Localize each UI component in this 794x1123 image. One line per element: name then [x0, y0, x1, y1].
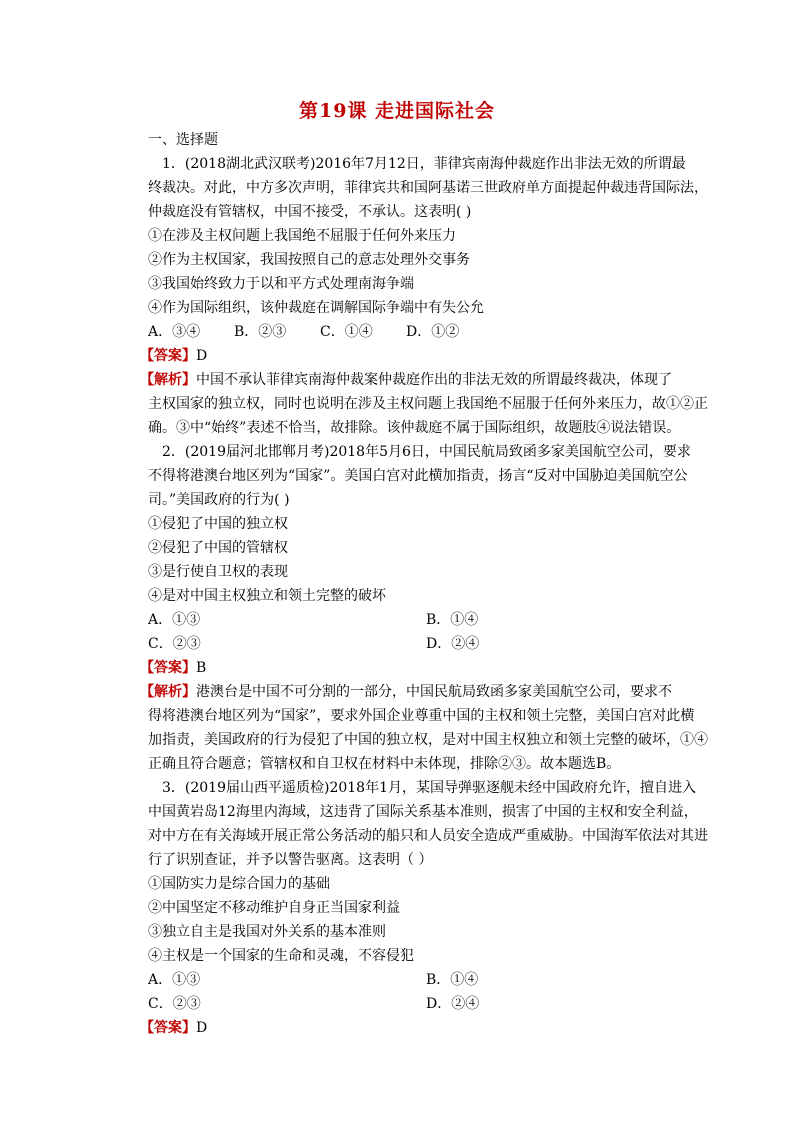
- q1-stem-line: 仲裁庭没有管辖权，中国不接受，不承认。这表明( ): [148, 204, 472, 220]
- q2-analysis-line: [140, 682, 672, 702]
- analysis-tag: 【解析】: [140, 684, 196, 700]
- q1-option-b: B．②③: [234, 324, 287, 340]
- q2-options-row: [148, 610, 648, 630]
- q1-answer: [140, 346, 207, 366]
- q1-item: ②作为主权国家，我国按照自己的意志处理外交事务: [148, 252, 470, 268]
- q2-item: ②侵犯了中国的管辖权: [148, 540, 288, 556]
- q2-answer: [140, 658, 206, 678]
- q3-item: ②中国坚定不移动维护自身正当国家利益: [148, 900, 400, 916]
- q1-option-c: C．①④: [320, 324, 373, 340]
- q1-option-a: A．③④: [148, 324, 201, 340]
- analysis-tag: 【解析】: [140, 372, 196, 388]
- q2-stem-line: 司。”美国政府的行为( ): [148, 492, 290, 508]
- q3-stem-line: 对中方在有关海域开展正常公务活动的船只和人员安全造成严重威胁。中国海军依法对其进: [148, 828, 708, 844]
- q3-option-c: C．②③: [148, 996, 201, 1012]
- q1-analysis-text: 中国不承认菲律宾南海仲裁案仲裁庭作出的非法无效的所谓最终裁决，体现了: [196, 372, 672, 388]
- q1-analysis-line: [140, 370, 672, 390]
- q3-option-d: D．②④: [426, 996, 480, 1012]
- answer-tag: 【答案】: [140, 348, 196, 364]
- q1-analysis-line: 确。③中“始终”表述不恰当，故排除。该仲裁庭不属于国际组织，故题肢④说法错误。: [148, 420, 681, 436]
- answer-tag: 【答案】: [140, 1020, 196, 1036]
- q3-option-a: A．①③: [148, 972, 201, 988]
- q2-option-a: A．①③: [148, 612, 201, 628]
- q1-stem-line: 1．(2018湖北武汉联考)2016年7月12日，菲律宾南海仲裁庭作出非法无效的所谓最: [162, 156, 686, 172]
- q2-analysis-line: 正确且符合题意；管辖权和自卫权在材料中未体现，排除②③。故本题选B。: [148, 756, 621, 772]
- q2-item: ④是对中国主权独立和领土完整的破坏: [148, 588, 386, 604]
- q3-options-row: [148, 970, 648, 990]
- q2-answer-value: B: [196, 660, 207, 676]
- q1-item: ④作为国际组织，该仲裁庭在调解国际争端中有失公允: [148, 300, 484, 316]
- q3-options-row: [148, 994, 648, 1014]
- page-title: 第19课 走进国际社会: [298, 100, 496, 122]
- answer-tag: 【答案】: [140, 660, 196, 676]
- q2-stem-line: 不得将港澳台地区列为“国家”。美国白宫对此横加指责，扬言“反对中国胁迫美国航空公: [148, 468, 688, 484]
- q1-answer-value: D: [196, 348, 208, 364]
- q1-option-d: D．①②: [406, 324, 460, 340]
- q2-stem-line: 2．(2019届河北邯郸月考)2018年5月6日，中国民航局致函多家美国航空公司，要求: [162, 444, 691, 460]
- q3-item: ④主权是一个国家的生命和灵魂，不容侵犯: [148, 948, 414, 964]
- q2-option-b: B．①④: [426, 612, 479, 628]
- q2-option-c: C．②③: [148, 636, 201, 652]
- q3-stem-line: 中国黄岩岛12海里内海域，这违背了国际关系基本准则，损害了中国的主权和安全利益，: [148, 804, 698, 820]
- q2-option-d: D．②④: [426, 636, 480, 652]
- q2-analysis-line: 加指责，美国政府的行为侵犯了中国的独立权，是对中国主权独立和领土完整的破坏，①④: [148, 732, 708, 748]
- q3-item: ①国防实力是综合国力的基础: [148, 876, 330, 892]
- q2-item: ③是行使自卫权的表现: [148, 564, 288, 580]
- q1-options: [148, 322, 492, 342]
- q3-answer-value: D: [196, 1020, 208, 1036]
- q1-stem-line: 终裁决。对此，中方多次声明，菲律宾共和国阿基诺三世政府单方面提起仲裁违背国际法，: [148, 180, 708, 196]
- q1-item: ①在涉及主权问题上我国绝不屈服于任何外来压力: [148, 228, 456, 244]
- q1-analysis-line: 主权国家的独立权，同时也说明在涉及主权问题上我国绝不屈服于任何外来压力，故①②正: [148, 396, 708, 412]
- q3-stem-line: 3．(2019届山西平遥质检)2018年1月，某国导弹驱逐舰未经中国政府允许，擅自进入: [162, 780, 696, 796]
- q3-answer: [140, 1018, 207, 1038]
- q2-item: ①侵犯了中国的独立权: [148, 516, 288, 532]
- q1-item: ③我国始终致力于以和平方式处理南海争端: [148, 276, 414, 292]
- q2-options-row: [148, 634, 648, 654]
- q3-item: ③独立自主是我国对外关系的基本准则: [148, 924, 386, 940]
- q3-option-b: B．①④: [426, 972, 479, 988]
- q3-stem-line: 行了识别查证，并予以警告驱离。这表明（ ）: [148, 852, 433, 868]
- q2-analysis-text: 港澳台是中国不可分割的一部分，中国民航局致函多家美国航空公司，要求不: [196, 684, 672, 700]
- section-heading: 一、选择题: [148, 132, 218, 148]
- q2-analysis-line: 得将港澳台地区列为“国家”，要求外国企业尊重中国的主权和领土完整，美国白宫对此横: [148, 708, 695, 724]
